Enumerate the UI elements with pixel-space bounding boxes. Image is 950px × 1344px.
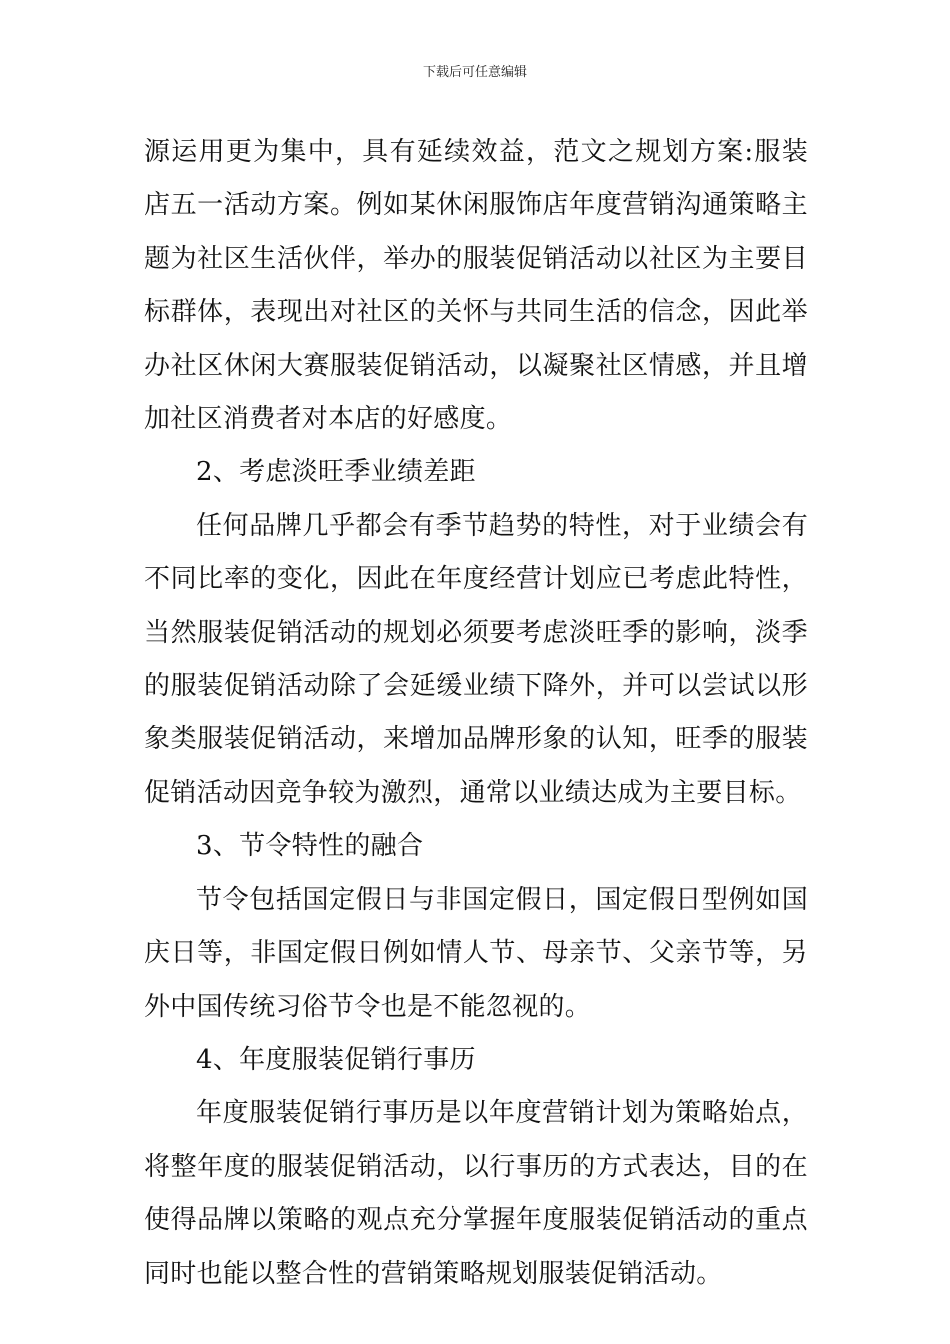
paragraph-calendar: 年度服装促销行事历是以年度营销计划为策略始点，将整年度的服装促销活动，以行事历的方式表达，目的在使得品牌以策略的观点充分掌握年度服装促销活动的重点同时也能以整合性的营销策略规划服装促销活动。 bbox=[144, 1098, 808, 1289]
document-body bbox=[144, 126, 808, 1301]
section-heading-4: 4、年度服装促销行事历 bbox=[196, 1044, 476, 1075]
page-header: 下载后可任意编辑 bbox=[422, 65, 527, 80]
section-heading-2: 2、考虑淡旺季业绩差距 bbox=[196, 457, 476, 488]
paragraph-continuation: 源运用更为集中，具有延续效益，范文之规划方案:服装店五一活动方案。例如某休闲服饰店年度营销沟通策略主题为社区生活伙伴，举办的服装促销活动以社区为主要目标群体，表现出对社区的关怀与共同生活的信念，因此举办社区休闲大赛服装促销活动，以凝聚社区情感，并且增加社区消费者对本店的好感度。 bbox=[144, 137, 808, 435]
paragraph-holidays: 节令包括国定假日与非国定假日，国定假日型例如国庆日等，非国定假日例如情人节、母亲节、父亲节等，另外中国传统习俗节令也是不能忽视的。 bbox=[144, 884, 808, 1022]
paragraph-season: 任何品牌几乎都会有季节趋势的特性，对于业绩会有不同比率的变化，因此在年度经营计划应已考虑此特性，当然服装促销活动的规划必须要考虑淡旺季的影响，淡季的服装促销活动除了会延缓业绩下降外，并可以尝试以形象类服装促销活动，来增加品牌形象的认知，旺季的服装促销活动因竞争较为激烈，通常以业绩达成为主要目标。 bbox=[144, 510, 808, 808]
section-heading-3: 3、节令特性的融合 bbox=[196, 831, 424, 862]
